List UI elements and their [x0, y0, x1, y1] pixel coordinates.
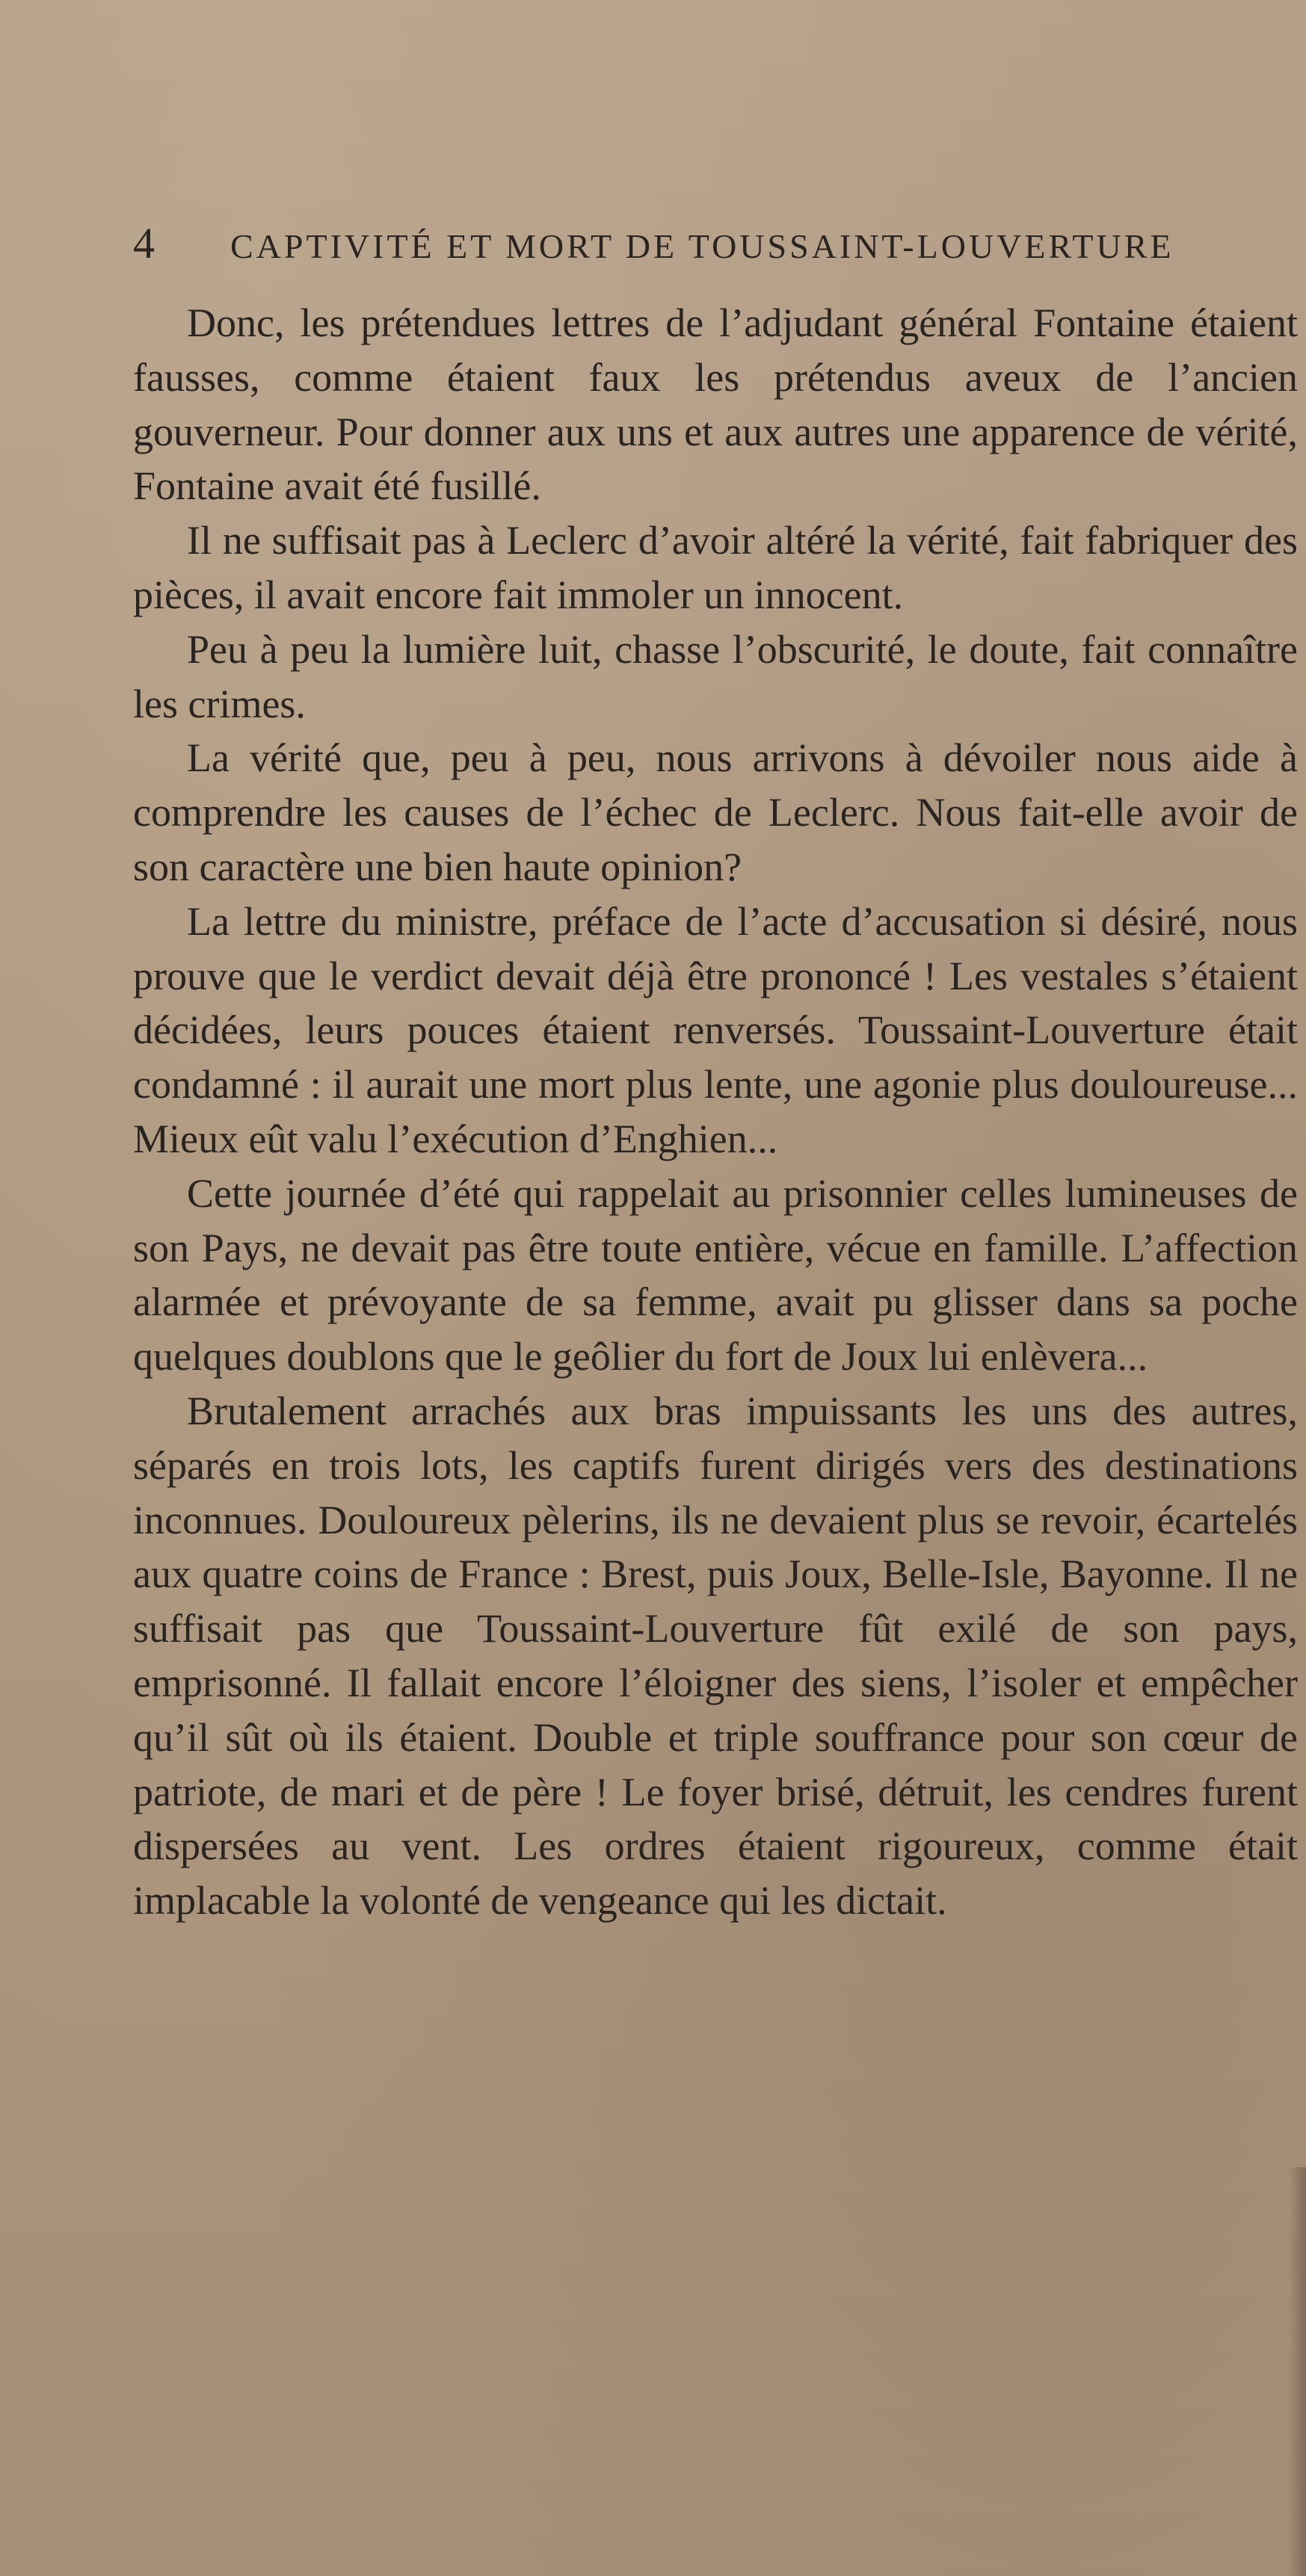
paragraph-1: Donc, les prétendues lettres de l’adjudant général Fontaine étaient fausses, comme étaient faux les prétendus aveux de l’ancien gouverneur. Pour donner aux uns et aux autres une apparence de vérité, Fontaine avait été fusillé. [133, 300, 1298, 509]
paragraph-7: Brutalement arrachés aux bras impuissants les uns des autres, séparés en trois lots, les captifs furent dirigés vers des destinations inconnues. Douloureux pèlerins, ils ne devaient plus se revoir, écartelés aux quatre coins de France : Brest, puis Joux, Belle-Isle, Bayonne. Il ne suffisait pas que Toussaint-Louverture fût exilé de son pays, emprisonné. Il fallait encore l’éloigner des siens, l’isoler et empêcher qu’il sût où ils étaient. Double et triple souffrance pour son cœur de patriote, de mari et de père ! Le foyer brisé, détruit, les cendres furent dispersées au vent. Les ordres étaient rigoureux, comme était implacable la volonté de vengeance qui les dictait. [133, 1388, 1298, 1924]
paragraph-5: La lettre du ministre, préface de l’acte d’accusation si désiré, nous prouve que le verdict devait déjà être prononcé ! Les vestales s’étaient décidées, leurs pouces étaient renversés. Toussaint-Louverture était condamné : il aurait une mort plus lente, une agonie plus douloureuse... Mieux eût valu l’exécution d’Enghien... [133, 898, 1298, 1161]
page-header [133, 218, 1217, 268]
paragraph-6: Cette journée d’été qui rappelait au prisonnier celles lumineuses de son Pays, ne devait pas être toute entière, vécue en famille. L’affection alarmée et prévoyante de sa femme, avait pu glisser dans sa poche quelques doublons que le geôlier du fort de Joux lui enlèvera... [133, 1170, 1298, 1380]
paragraph-2: Il ne suffisait pas à Leclerc d’avoir altéré la vérité, fait fabriquer des pièces, il avait encore fait immoler un innocent. [133, 518, 1298, 617]
page-number: 4 [133, 219, 155, 268]
paragraph-3: Peu à peu la lumière luit, chasse l’obscurité, le doute, fait connaître les crimes. [133, 626, 1298, 726]
page-edge-shadow [1290, 2167, 1306, 2576]
body-text [133, 296, 1298, 1928]
running-title: CAPTIVITÉ ET MORT DE TOUSSAINT-LOUVERTURE [230, 227, 1174, 265]
paragraph-4: La vérité que, peu à peu, nous arrivons à dévoiler nous aide à comprendre les causes de l’échec de Leclerc. Nous fait-elle avoir de son caractère une bien haute opinion? [133, 735, 1298, 889]
